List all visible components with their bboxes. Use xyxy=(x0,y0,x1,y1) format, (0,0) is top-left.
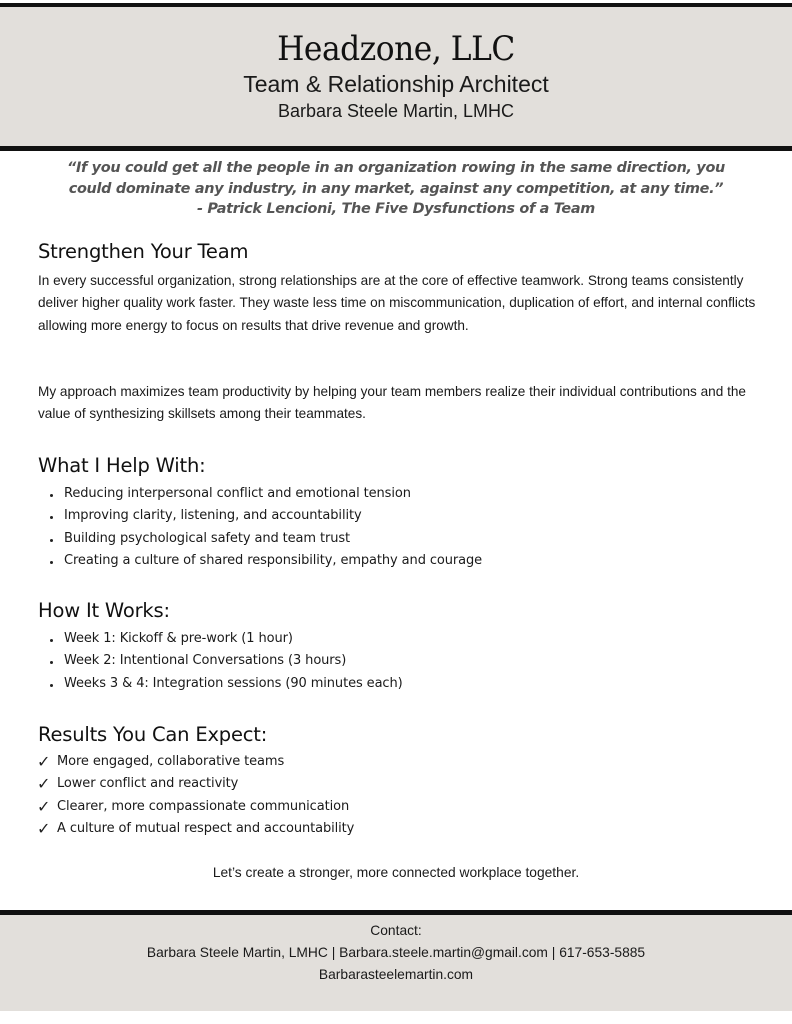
header-person-name: Barbara Steele Martin, LMHC xyxy=(277,101,515,121)
section-title-strengthen: Strengthen Your Team xyxy=(38,240,249,263)
bullet-icon xyxy=(50,639,53,642)
separator: | xyxy=(551,945,556,960)
section-title-help: What I Help With: xyxy=(38,454,206,477)
how-list xyxy=(48,628,403,695)
bullet-icon xyxy=(50,684,53,687)
approach-paragraph: My approach maximizes team productivity by helping your team members realize their individual contributions and the value of synthesizing skillsets among their teammates. xyxy=(38,384,746,422)
check-mark-icon: ✓ xyxy=(37,774,51,794)
bullet-icon xyxy=(50,516,53,519)
quote-attribution: - Patrick Lencioni, The Five Dysfunctions of a Team xyxy=(197,201,595,217)
list-item: Week 2: Intentional Conversations (3 hours) xyxy=(48,650,403,672)
footer-contact xyxy=(0,910,792,1011)
contact-phone[interactable]: 617-653-5885 xyxy=(559,945,646,960)
quote-block xyxy=(40,158,752,220)
list-item: Reducing interpersonal conflict and emotional tension xyxy=(48,483,482,505)
bullet-icon xyxy=(50,494,53,497)
contact-email[interactable]: Barbara.steele.martin@gmail.com xyxy=(339,945,548,960)
check-mark-icon: ✓ xyxy=(37,796,51,816)
tagline: Team & Relationship Architect xyxy=(243,71,549,97)
list-item: ✓ A culture of mutual respect and accountability xyxy=(37,818,354,840)
list-item: ✓ Lower conflict and reactivity xyxy=(37,773,354,795)
header-banner xyxy=(0,3,792,151)
intro-paragraph: In every successful organization, strong relationships are at the core of effective teamwork. Strong teams consistently deliver higher quality work faster. They waste less time on miscommunication, duplication of effort, and internal conflicts allowing more energy to focus on results that drive revenue and growth. xyxy=(38,273,756,333)
contact-name: Barbara Steele Martin, LMHC xyxy=(146,945,328,960)
list-item: Weeks 3 & 4: Integration sessions (90 minutes each) xyxy=(48,673,403,695)
list-item: ✓ More engaged, collaborative teams xyxy=(37,751,354,773)
quote-line-2: could dominate any industry, in any market, against any competition, at any time.” xyxy=(68,180,724,197)
bullet-icon xyxy=(50,561,53,564)
list-item: Building psychological safety and team trust xyxy=(48,528,482,550)
help-list xyxy=(48,483,482,573)
contact-details xyxy=(0,942,792,964)
company-name: Headzone, LLC xyxy=(277,29,515,69)
closing-statement: Let’s create a stronger, more connected workplace together. xyxy=(212,865,580,880)
list-item: Week 1: Kickoff & pre-work (1 hour) xyxy=(48,628,403,650)
bullet-icon xyxy=(50,539,53,542)
section-title-how: How It Works: xyxy=(38,599,170,622)
results-list xyxy=(37,751,354,841)
quote-line-1: “If you could get all the people in an organization rowing in the same direction, you xyxy=(66,160,725,176)
contact-website[interactable]: Barbarasteelemartin.com xyxy=(318,967,474,982)
section-title-results: Results You Can Expect: xyxy=(38,723,268,746)
check-mark-icon: ✓ xyxy=(37,819,51,839)
list-item: ✓ Clearer, more compassionate communication xyxy=(37,796,354,818)
contact-label: Contact: xyxy=(370,923,422,938)
check-mark-icon: ✓ xyxy=(37,752,51,771)
separator: | xyxy=(331,945,336,960)
list-item: Creating a culture of shared responsibility, empathy and courage xyxy=(48,550,482,572)
bullet-icon xyxy=(50,661,53,664)
list-item: Improving clarity, listening, and accountability xyxy=(48,505,482,527)
